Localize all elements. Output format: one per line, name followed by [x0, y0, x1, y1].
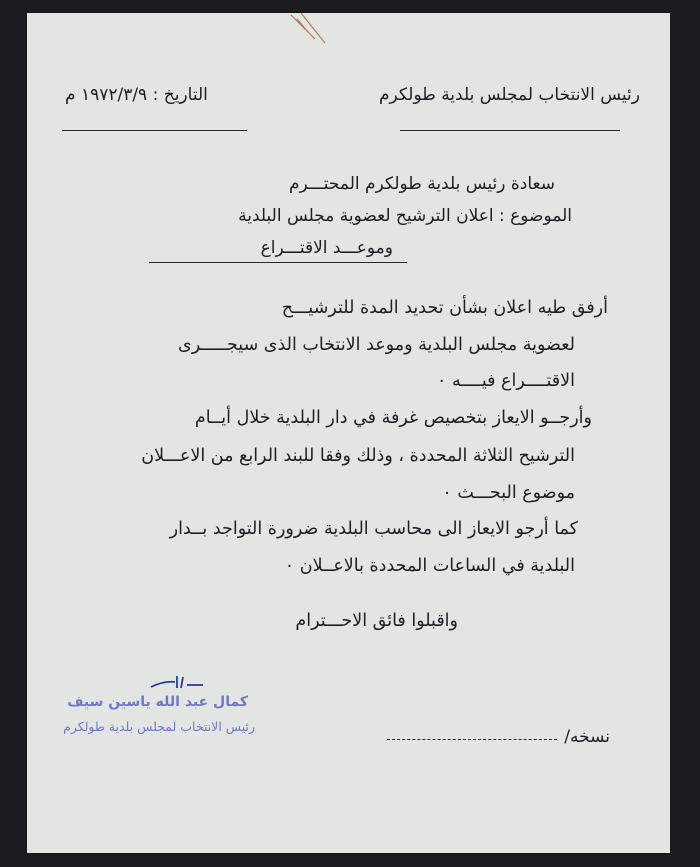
- letter-paper: [27, 13, 670, 853]
- sender-title: رئيس الانتخاب لمجلس بلدية طولكرم: [379, 85, 640, 105]
- paper-crease-mark: [289, 13, 329, 47]
- body-line-5: الترشيح الثلاثة المحددة ، وذلك وفقا للبند الرابع من الاعـــلان: [141, 446, 575, 466]
- subject-line: الموضوع : اعلان الترشيح لعضوية مجلس البلدية: [238, 206, 572, 226]
- letter-date: التاريخ : ١٩٧٢/٣/٩ م: [65, 85, 208, 105]
- body-line-7: كما أرجو الايعاز الى محاسب البلدية ضرورة التواجد بــدار: [169, 519, 578, 539]
- copies-label: نسخه/: [564, 727, 610, 747]
- stamp-title: رئيس الانتخاب لمجلس بلدية طولكرم: [63, 719, 255, 734]
- body-line-1: أرفق طيه اعلان بشأن تحديد المدة للترشيـــح: [281, 298, 608, 318]
- subject-line-continued: وموعـــد الاقتـــراع: [260, 238, 393, 258]
- header-rule-left: [62, 130, 247, 131]
- copies-rule: [387, 739, 557, 740]
- body-line-3: الاقتــــراع فيــــه ٠: [436, 371, 575, 391]
- body-line-6: موضوع البحـــث ٠: [442, 483, 575, 503]
- body-line-2: لعضوية مجلس البلدية وموعد الانتخاب الذى سيجـــــرى: [178, 335, 575, 355]
- stamp-name: كمال عبد الله ياسين سيف: [67, 694, 248, 710]
- closing-line: واقبلوا فائق الاحـــترام: [295, 611, 458, 631]
- body-line-4: وأرجــو الايعاز بتخصيص غرفة في دار البلدية خلال أيــام: [194, 408, 592, 428]
- recipient-line: سعادة رئيس بلدية طولكرم المحتـــرم: [288, 174, 555, 194]
- handwritten-signature: [147, 673, 207, 693]
- body-line-8: البلدية في الساعات المحددة بالاعــلان ٠: [284, 556, 575, 576]
- header-rule-right: [400, 130, 620, 131]
- subject-underline: [149, 262, 407, 263]
